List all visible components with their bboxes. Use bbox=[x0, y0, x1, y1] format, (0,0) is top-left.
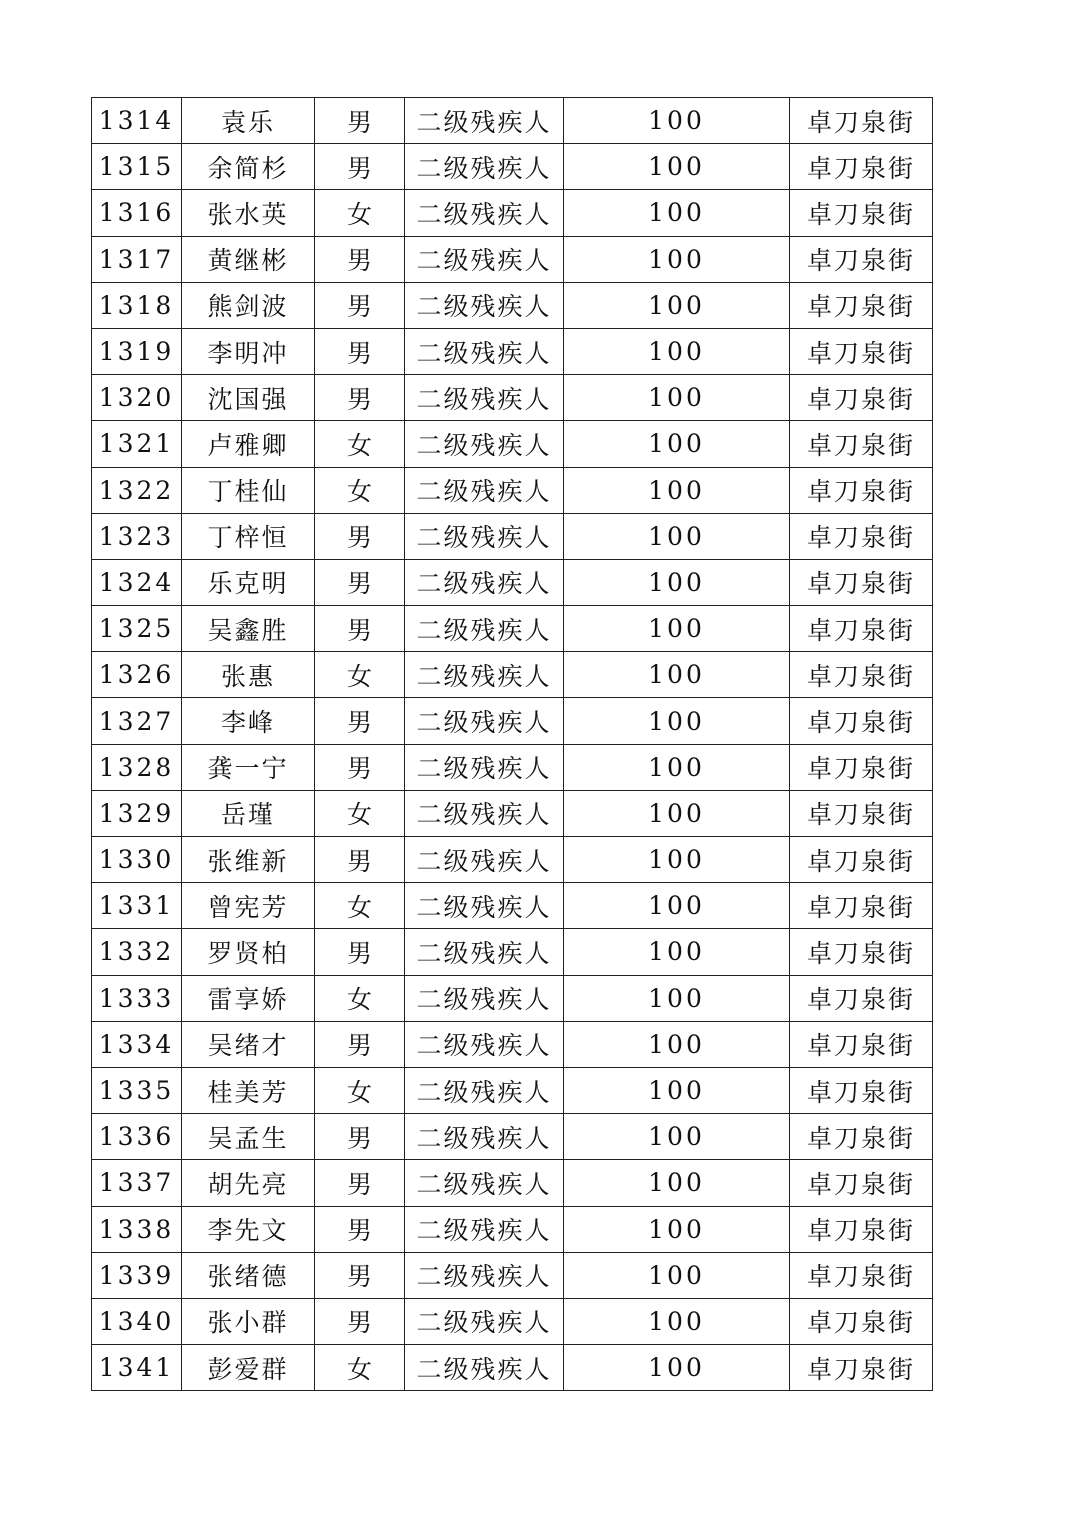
amount-cell: 100 bbox=[564, 790, 790, 836]
amount-cell: 100 bbox=[564, 375, 790, 421]
serial-number-cell: 1326 bbox=[92, 652, 182, 698]
serial-number-cell: 1320 bbox=[92, 375, 182, 421]
name-cell: 曾宪芳 bbox=[182, 883, 315, 929]
gender-cell: 女 bbox=[315, 190, 405, 236]
amount-cell: 100 bbox=[564, 1114, 790, 1160]
street-cell: 卓刀泉街 bbox=[790, 1252, 933, 1298]
gender-cell: 男 bbox=[315, 1206, 405, 1252]
name-cell: 张小群 bbox=[182, 1298, 315, 1344]
amount-cell: 100 bbox=[564, 1298, 790, 1344]
amount-cell: 100 bbox=[564, 1252, 790, 1298]
disability-level-cell: 二级残疾人 bbox=[405, 1206, 564, 1252]
street-cell: 卓刀泉街 bbox=[790, 698, 933, 744]
serial-number-cell: 1333 bbox=[92, 975, 182, 1021]
serial-number-cell: 1324 bbox=[92, 559, 182, 605]
serial-number-cell: 1336 bbox=[92, 1114, 182, 1160]
gender-cell: 男 bbox=[315, 328, 405, 374]
name-cell: 余简杉 bbox=[182, 144, 315, 190]
table-row bbox=[92, 1345, 933, 1391]
amount-cell: 100 bbox=[564, 744, 790, 790]
disability-level-cell: 二级残疾人 bbox=[405, 236, 564, 282]
table-row bbox=[92, 513, 933, 559]
gender-cell: 女 bbox=[315, 421, 405, 467]
table-row bbox=[92, 98, 933, 144]
disability-level-cell: 二级残疾人 bbox=[405, 328, 564, 374]
name-cell: 沈国强 bbox=[182, 375, 315, 421]
gender-cell: 女 bbox=[315, 467, 405, 513]
serial-number-cell: 1323 bbox=[92, 513, 182, 559]
serial-number-cell: 1331 bbox=[92, 883, 182, 929]
disability-level-cell: 二级残疾人 bbox=[405, 975, 564, 1021]
name-cell: 桂美芳 bbox=[182, 1067, 315, 1113]
name-cell: 黄继彬 bbox=[182, 236, 315, 282]
disability-level-cell: 二级残疾人 bbox=[405, 1252, 564, 1298]
table-row bbox=[92, 328, 933, 374]
table-row bbox=[92, 606, 933, 652]
serial-number-cell: 1332 bbox=[92, 929, 182, 975]
table-row bbox=[92, 421, 933, 467]
disability-level-cell: 二级残疾人 bbox=[405, 1021, 564, 1067]
name-cell: 罗贤柏 bbox=[182, 929, 315, 975]
amount-cell: 100 bbox=[564, 652, 790, 698]
roster-table bbox=[91, 97, 933, 1391]
amount-cell: 100 bbox=[564, 236, 790, 282]
disability-level-cell: 二级残疾人 bbox=[405, 144, 564, 190]
serial-number-cell: 1337 bbox=[92, 1160, 182, 1206]
street-cell: 卓刀泉街 bbox=[790, 1206, 933, 1252]
disability-level-cell: 二级残疾人 bbox=[405, 929, 564, 975]
disability-level-cell: 二级残疾人 bbox=[405, 1298, 564, 1344]
disability-level-cell: 二级残疾人 bbox=[405, 790, 564, 836]
amount-cell: 100 bbox=[564, 559, 790, 605]
table-row bbox=[92, 929, 933, 975]
name-cell: 雷享娇 bbox=[182, 975, 315, 1021]
name-cell: 龚一宁 bbox=[182, 744, 315, 790]
table-row bbox=[92, 883, 933, 929]
disability-level-cell: 二级残疾人 bbox=[405, 559, 564, 605]
serial-number-cell: 1340 bbox=[92, 1298, 182, 1344]
disability-level-cell: 二级残疾人 bbox=[405, 1114, 564, 1160]
street-cell: 卓刀泉街 bbox=[790, 1345, 933, 1391]
street-cell: 卓刀泉街 bbox=[790, 236, 933, 282]
amount-cell: 100 bbox=[564, 1345, 790, 1391]
name-cell: 张绪德 bbox=[182, 1252, 315, 1298]
street-cell: 卓刀泉街 bbox=[790, 837, 933, 883]
name-cell: 彭爱群 bbox=[182, 1345, 315, 1391]
serial-number-cell: 1321 bbox=[92, 421, 182, 467]
street-cell: 卓刀泉街 bbox=[790, 375, 933, 421]
table-row bbox=[92, 1114, 933, 1160]
disability-level-cell: 二级残疾人 bbox=[405, 1160, 564, 1206]
amount-cell: 100 bbox=[564, 606, 790, 652]
disability-level-cell: 二级残疾人 bbox=[405, 837, 564, 883]
name-cell: 丁梓恒 bbox=[182, 513, 315, 559]
serial-number-cell: 1317 bbox=[92, 236, 182, 282]
street-cell: 卓刀泉街 bbox=[790, 98, 933, 144]
amount-cell: 100 bbox=[564, 1067, 790, 1113]
amount-cell: 100 bbox=[564, 975, 790, 1021]
amount-cell: 100 bbox=[564, 698, 790, 744]
street-cell: 卓刀泉街 bbox=[790, 1067, 933, 1113]
name-cell: 熊剑波 bbox=[182, 282, 315, 328]
name-cell: 胡先亮 bbox=[182, 1160, 315, 1206]
disability-level-cell: 二级残疾人 bbox=[405, 467, 564, 513]
street-cell: 卓刀泉街 bbox=[790, 790, 933, 836]
gender-cell: 男 bbox=[315, 698, 405, 744]
gender-cell: 女 bbox=[315, 790, 405, 836]
name-cell: 袁乐 bbox=[182, 98, 315, 144]
street-cell: 卓刀泉街 bbox=[790, 883, 933, 929]
amount-cell: 100 bbox=[564, 144, 790, 190]
gender-cell: 男 bbox=[315, 1021, 405, 1067]
gender-cell: 男 bbox=[315, 559, 405, 605]
street-cell: 卓刀泉街 bbox=[790, 1160, 933, 1206]
serial-number-cell: 1341 bbox=[92, 1345, 182, 1391]
name-cell: 李先文 bbox=[182, 1206, 315, 1252]
table-row bbox=[92, 652, 933, 698]
table-row bbox=[92, 1067, 933, 1113]
serial-number-cell: 1319 bbox=[92, 328, 182, 374]
gender-cell: 男 bbox=[315, 837, 405, 883]
serial-number-cell: 1327 bbox=[92, 698, 182, 744]
serial-number-cell: 1334 bbox=[92, 1021, 182, 1067]
amount-cell: 100 bbox=[564, 1160, 790, 1206]
gender-cell: 男 bbox=[315, 606, 405, 652]
gender-cell: 男 bbox=[315, 513, 405, 559]
serial-number-cell: 1335 bbox=[92, 1067, 182, 1113]
disability-level-cell: 二级残疾人 bbox=[405, 652, 564, 698]
table-row bbox=[92, 559, 933, 605]
name-cell: 李明冲 bbox=[182, 328, 315, 374]
street-cell: 卓刀泉街 bbox=[790, 975, 933, 1021]
amount-cell: 100 bbox=[564, 1021, 790, 1067]
serial-number-cell: 1330 bbox=[92, 837, 182, 883]
disability-level-cell: 二级残疾人 bbox=[405, 883, 564, 929]
gender-cell: 男 bbox=[315, 236, 405, 282]
gender-cell: 男 bbox=[315, 1252, 405, 1298]
table-row bbox=[92, 467, 933, 513]
disability-level-cell: 二级残疾人 bbox=[405, 190, 564, 236]
street-cell: 卓刀泉街 bbox=[790, 606, 933, 652]
table-row bbox=[92, 282, 933, 328]
gender-cell: 男 bbox=[315, 1298, 405, 1344]
street-cell: 卓刀泉街 bbox=[790, 282, 933, 328]
amount-cell: 100 bbox=[564, 190, 790, 236]
street-cell: 卓刀泉街 bbox=[790, 467, 933, 513]
name-cell: 吴绪才 bbox=[182, 1021, 315, 1067]
gender-cell: 男 bbox=[315, 375, 405, 421]
disability-level-cell: 二级残疾人 bbox=[405, 513, 564, 559]
name-cell: 乐克明 bbox=[182, 559, 315, 605]
amount-cell: 100 bbox=[564, 328, 790, 374]
serial-number-cell: 1328 bbox=[92, 744, 182, 790]
street-cell: 卓刀泉街 bbox=[790, 559, 933, 605]
serial-number-cell: 1325 bbox=[92, 606, 182, 652]
disability-level-cell: 二级残疾人 bbox=[405, 698, 564, 744]
table-row bbox=[92, 1252, 933, 1298]
street-cell: 卓刀泉街 bbox=[790, 652, 933, 698]
street-cell: 卓刀泉街 bbox=[790, 744, 933, 790]
gender-cell: 女 bbox=[315, 1345, 405, 1391]
serial-number-cell: 1315 bbox=[92, 144, 182, 190]
roster-table-body bbox=[92, 98, 933, 1391]
gender-cell: 女 bbox=[315, 883, 405, 929]
street-cell: 卓刀泉街 bbox=[790, 328, 933, 374]
name-cell: 吴鑫胜 bbox=[182, 606, 315, 652]
name-cell: 张维新 bbox=[182, 837, 315, 883]
disability-level-cell: 二级残疾人 bbox=[405, 606, 564, 652]
amount-cell: 100 bbox=[564, 1206, 790, 1252]
amount-cell: 100 bbox=[564, 421, 790, 467]
disability-level-cell: 二级残疾人 bbox=[405, 1067, 564, 1113]
street-cell: 卓刀泉街 bbox=[790, 1114, 933, 1160]
amount-cell: 100 bbox=[564, 98, 790, 144]
street-cell: 卓刀泉街 bbox=[790, 929, 933, 975]
amount-cell: 100 bbox=[564, 883, 790, 929]
name-cell: 岳瑾 bbox=[182, 790, 315, 836]
table-row bbox=[92, 144, 933, 190]
name-cell: 丁桂仙 bbox=[182, 467, 315, 513]
disability-level-cell: 二级残疾人 bbox=[405, 1345, 564, 1391]
amount-cell: 100 bbox=[564, 467, 790, 513]
street-cell: 卓刀泉街 bbox=[790, 1021, 933, 1067]
street-cell: 卓刀泉街 bbox=[790, 190, 933, 236]
table-row bbox=[92, 1298, 933, 1344]
street-cell: 卓刀泉街 bbox=[790, 144, 933, 190]
table-row bbox=[92, 837, 933, 883]
table-row bbox=[92, 698, 933, 744]
name-cell: 卢雅卿 bbox=[182, 421, 315, 467]
gender-cell: 男 bbox=[315, 929, 405, 975]
table-row bbox=[92, 1160, 933, 1206]
disability-level-cell: 二级残疾人 bbox=[405, 744, 564, 790]
serial-number-cell: 1314 bbox=[92, 98, 182, 144]
table-row bbox=[92, 975, 933, 1021]
disability-level-cell: 二级残疾人 bbox=[405, 282, 564, 328]
street-cell: 卓刀泉街 bbox=[790, 421, 933, 467]
street-cell: 卓刀泉街 bbox=[790, 1298, 933, 1344]
serial-number-cell: 1338 bbox=[92, 1206, 182, 1252]
serial-number-cell: 1329 bbox=[92, 790, 182, 836]
amount-cell: 100 bbox=[564, 837, 790, 883]
serial-number-cell: 1322 bbox=[92, 467, 182, 513]
serial-number-cell: 1339 bbox=[92, 1252, 182, 1298]
table-row bbox=[92, 236, 933, 282]
gender-cell: 男 bbox=[315, 744, 405, 790]
gender-cell: 女 bbox=[315, 1067, 405, 1113]
table-row bbox=[92, 1206, 933, 1252]
table-row bbox=[92, 744, 933, 790]
table-row bbox=[92, 375, 933, 421]
disability-level-cell: 二级残疾人 bbox=[405, 421, 564, 467]
name-cell: 张水英 bbox=[182, 190, 315, 236]
street-cell: 卓刀泉街 bbox=[790, 513, 933, 559]
gender-cell: 男 bbox=[315, 1160, 405, 1206]
amount-cell: 100 bbox=[564, 282, 790, 328]
gender-cell: 男 bbox=[315, 98, 405, 144]
table-row bbox=[92, 790, 933, 836]
gender-cell: 男 bbox=[315, 282, 405, 328]
disability-level-cell: 二级残疾人 bbox=[405, 98, 564, 144]
table-row bbox=[92, 1021, 933, 1067]
name-cell: 张惠 bbox=[182, 652, 315, 698]
amount-cell: 100 bbox=[564, 929, 790, 975]
name-cell: 吴孟生 bbox=[182, 1114, 315, 1160]
amount-cell: 100 bbox=[564, 513, 790, 559]
gender-cell: 女 bbox=[315, 652, 405, 698]
gender-cell: 男 bbox=[315, 1114, 405, 1160]
table-row bbox=[92, 190, 933, 236]
gender-cell: 女 bbox=[315, 975, 405, 1021]
gender-cell: 男 bbox=[315, 144, 405, 190]
serial-number-cell: 1318 bbox=[92, 282, 182, 328]
name-cell: 李峰 bbox=[182, 698, 315, 744]
disability-level-cell: 二级残疾人 bbox=[405, 375, 564, 421]
serial-number-cell: 1316 bbox=[92, 190, 182, 236]
